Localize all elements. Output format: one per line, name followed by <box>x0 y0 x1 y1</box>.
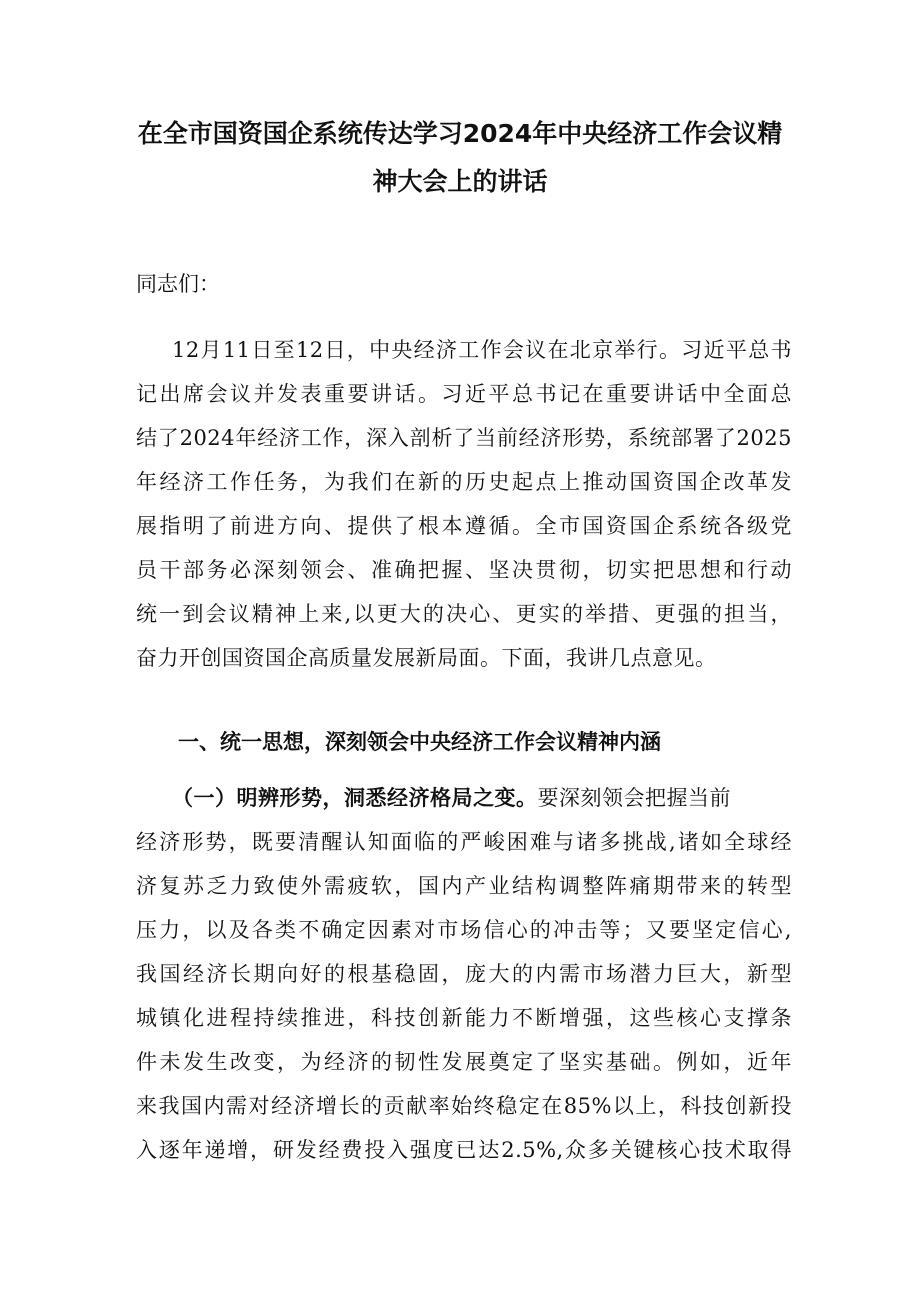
greeting: 同志们： <box>136 272 220 296</box>
paragraph-line: 件未发生改变，为经济的韧性发展奠定了坚实基础。例如，近年 <box>136 1050 792 1074</box>
paragraph-line: 记出席会议并发表重要讲话。习近平总书记在重要讲话中全面总 <box>136 382 792 406</box>
paragraph-line: 12月11日至12日，中央经济工作会议在北京举行。习近平总书 <box>172 338 792 362</box>
subsection-heading: （一）明辨形势，洞悉经济格局之变。 <box>172 785 538 810</box>
paragraph-line: 我国经济长期向好的根基稳固，庞大的内需市场潜力巨大，新型 <box>136 962 792 986</box>
paragraph-line: 入逐年递增，研发经费投入强度已达2.5%,众多关键核心技术取得 <box>136 1138 792 1162</box>
paragraph-line: 奋力开创国资国企高质量发展新局面。下面，我讲几点意见。 <box>136 646 717 670</box>
paragraph-line: 统一到会议精神上来,以更大的决心、更实的举措、更强的担当， <box>136 602 792 626</box>
document-title-line-1: 在全市国资国企系统传达学习2024年中央经济工作会议精 <box>137 119 783 148</box>
paragraph-line: 济复苏乏力致使外需疲软，国内产业结构调整阵痛期带来的转型 <box>136 874 792 898</box>
paragraph-line <box>172 776 792 820</box>
paragraph-line: 结了2024年经济工作，深入剖析了当前经济形势，系统部署了2025 <box>136 426 792 450</box>
section-heading: 一、统一思想，深刻领会中央经济工作会议精神内涵 <box>178 730 661 754</box>
paragraph-line: 员干部务必深刻领会、准确把握、坚决贯彻，切实把思想和行动 <box>136 558 792 582</box>
paragraph-line: 年经济工作任务，为我们在新的历史起点上推动国资国企改革发 <box>136 470 792 494</box>
paragraph-line: 展指明了前进方向、提供了根本遵循。全市国资国企系统各级党 <box>136 514 792 538</box>
subsection-first-line-text: 要深刻领会把握当前 <box>537 786 731 810</box>
paragraph-line: 经济形势，既要清醒认知面临的严峻困难与诸多挑战,诸如全球经 <box>136 830 792 854</box>
document-title-line-2: 神大会上的讲话 <box>372 167 548 196</box>
paragraph-line: 压力，以及各类不确定因素对市场信心的冲击等；又要坚定信心, <box>136 918 792 942</box>
paragraph-line: 城镇化进程持续推进，科技创新能力不断增强，这些核心支撑条 <box>136 1006 792 1030</box>
paragraph-line: 来我国内需对经济增长的贡献率始终稳定在85%以上，科技创新投 <box>136 1094 792 1118</box>
